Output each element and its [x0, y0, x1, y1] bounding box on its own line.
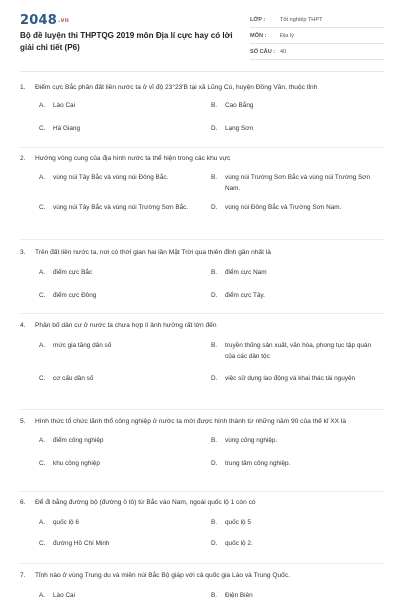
question-text: Phân bố dân cư ở nước ta chưa hợp lí ảnh hưởng rất lớn đến: [35, 322, 217, 329]
question-1: [20, 82, 384, 135]
question-5: [20, 416, 384, 470]
option-text: điểm công nghiệp: [53, 437, 104, 444]
option-d[interactable]: [211, 539, 383, 550]
option-text: Cao Bằng: [225, 102, 254, 109]
header-divider: [20, 71, 384, 72]
meta-key: LỚP :: [250, 16, 266, 23]
option-letter: A.: [39, 174, 46, 181]
question-divider: [20, 563, 384, 564]
option-letter: B.: [211, 174, 218, 181]
option-b[interactable]: [211, 101, 383, 124]
option-text: cơ cấu dân số: [53, 375, 94, 382]
option-letter: C.: [39, 375, 46, 382]
option-text: vùng công nghiệp.: [225, 437, 278, 444]
option-a[interactable]: [39, 173, 211, 203]
question-2: [20, 153, 384, 214]
question-6: [20, 497, 384, 550]
question-4: [20, 320, 384, 385]
question-number: 7.: [20, 572, 26, 579]
answer-options: [39, 436, 384, 470]
option-d[interactable]: [211, 459, 383, 470]
document-title: Bộ đề luyện thi THPTQG 2019 môn Địa lí cực hay có lời giải chi tiết (P6): [20, 31, 233, 52]
option-letter: D.: [211, 460, 218, 467]
option-text: điểm cực Bắc: [53, 269, 93, 276]
option-text: điểm cực Tây.: [225, 292, 265, 299]
option-text: vùng núi Trường Sơn Bắc và vùng núi Trường Sơn Nam.: [225, 174, 371, 192]
option-text: vùng núi Tây Bắc và vùng núi Đông Bắc.: [53, 174, 169, 181]
answer-options: [39, 101, 384, 135]
option-c[interactable]: [39, 539, 211, 550]
question-number: 5.: [20, 418, 26, 425]
meta-value[interactable]: Địa lý: [280, 32, 294, 39]
option-letter: B.: [211, 519, 218, 526]
option-text: Lạng Sơn: [225, 125, 253, 132]
meta-row-subject: [250, 28, 384, 44]
question-text: Để đi bằng đường bộ (đường ô tô) từ Bắc vào Nam, ngoài quốc lộ 1 còn có: [35, 499, 256, 506]
option-letter: D.: [211, 125, 218, 132]
answer-options: [39, 341, 384, 385]
option-a[interactable]: [39, 268, 211, 291]
option-c[interactable]: [39, 459, 211, 470]
question-number: 3.: [20, 249, 26, 256]
option-text: truyền thống sản xuất, văn hóa, phong tục tập quán của các dân tộc: [225, 342, 372, 360]
logo-name: 2048: [20, 13, 57, 28]
option-b[interactable]: [211, 518, 383, 539]
answer-options: [39, 268, 384, 302]
option-letter: B.: [211, 592, 218, 599]
option-d[interactable]: [211, 203, 383, 214]
meta-value: 40: [280, 48, 287, 55]
option-text: trung tâm công nghiệp.: [225, 460, 291, 467]
option-text: vùng núi Đông Bắc và Trường Sơn Nam.: [225, 204, 342, 211]
option-b[interactable]: [211, 591, 383, 603]
option-a[interactable]: [39, 101, 211, 124]
option-text: Lào Cai: [53, 592, 76, 599]
option-letter: D.: [211, 292, 218, 299]
option-text: quốc lộ 6: [53, 519, 79, 526]
option-letter: B.: [211, 437, 218, 444]
option-c[interactable]: [39, 374, 211, 385]
meta-row-class: [250, 12, 384, 28]
question-number: 6.: [20, 499, 26, 506]
option-c[interactable]: [39, 124, 211, 135]
question-3: [20, 247, 384, 302]
option-letter: B.: [211, 342, 218, 349]
logo-suffix: .vn: [57, 17, 70, 24]
question-text: Trên đất liền nước ta, nơi có thời gian hai lần Mặt Trời qua thiên đỉnh gần nhất là: [35, 249, 271, 256]
option-text: vùng núi Tây Bắc và vùng núi Trường Sơn Bắc.: [53, 204, 189, 211]
option-text: khu công nghiệp: [53, 460, 100, 467]
answer-options: [39, 173, 384, 214]
question-text: Tỉnh nào ở vùng Trung du và miền núi Bắc Bộ giáp với cả quốc gia Lào và Trung Quốc.: [35, 572, 290, 579]
option-letter: C.: [39, 204, 46, 211]
option-b[interactable]: [211, 436, 383, 459]
question-text: Hình thức tổ chức lãnh thổ công nghiệp ở nước ta mới được hình thành từ những năm 90 của thế kỉ XX là: [35, 418, 346, 425]
question-text: Điểm cực Bắc phần đất liền nước ta ở vĩ độ 23°23'B tại xã Lũng Cú, huyện Đồng Văn, thuộc tỉnh: [35, 84, 318, 91]
question-7: [20, 570, 384, 603]
option-letter: C.: [39, 460, 46, 467]
question-number: 2.: [20, 155, 26, 162]
option-d[interactable]: [211, 124, 383, 135]
option-text: điểm cực Đông: [53, 292, 97, 299]
option-text: đường Hồ Chí Minh: [53, 540, 110, 547]
option-d[interactable]: [211, 374, 383, 385]
option-letter: C.: [39, 125, 46, 132]
option-text: Điện Biên: [225, 592, 253, 599]
option-a[interactable]: [39, 436, 211, 459]
option-letter: C.: [39, 540, 46, 547]
question-number: 1.: [20, 84, 26, 91]
question-divider: [20, 313, 384, 314]
question-divider: [20, 239, 384, 240]
meta-row-count: [250, 44, 384, 60]
option-letter: A.: [39, 519, 46, 526]
option-letter: A.: [39, 269, 46, 276]
option-letter: D.: [211, 375, 218, 382]
option-c[interactable]: [39, 291, 211, 302]
answer-options: [39, 591, 384, 603]
option-letter: B.: [211, 269, 218, 276]
question-text: Hướng vòng cung của địa hình nước ta thể hiện trong các khu vực: [35, 155, 231, 162]
option-b[interactable]: [211, 173, 383, 203]
option-letter: C.: [39, 292, 46, 299]
option-text: việc sử dụng lao động và khai thác tài nguyên: [225, 375, 356, 382]
option-c[interactable]: [39, 203, 211, 214]
document-meta: [250, 12, 384, 60]
option-text: quốc lộ 5: [225, 519, 251, 526]
question-divider: [20, 491, 384, 492]
option-letter: A.: [39, 102, 46, 109]
meta-key: SỐ CÂU :: [250, 48, 276, 55]
meta-key: MÔN :: [250, 32, 267, 39]
option-d[interactable]: [211, 291, 383, 302]
option-letter: B.: [211, 102, 218, 109]
site-logo[interactable]: [20, 13, 69, 28]
option-a[interactable]: [39, 518, 211, 539]
option-letter: A.: [39, 342, 46, 349]
option-a[interactable]: [39, 341, 211, 374]
option-b[interactable]: [211, 268, 383, 291]
option-text: Hà Giang: [53, 125, 80, 132]
option-letter: A.: [39, 592, 46, 599]
option-text: quốc lộ 2.: [225, 540, 253, 547]
option-letter: A.: [39, 437, 46, 444]
meta-value[interactable]: Tốt nghiệp THPT: [280, 16, 323, 23]
question-divider: [20, 409, 384, 410]
question-divider: [20, 147, 384, 148]
option-text: mức gia tăng dân số: [53, 342, 112, 349]
option-text: Lào Cai: [53, 102, 76, 109]
option-letter: D.: [211, 540, 218, 547]
option-letter: D.: [211, 204, 218, 211]
option-a[interactable]: [39, 591, 211, 603]
option-text: điểm cực Nam: [225, 269, 267, 276]
answer-options: [39, 518, 384, 550]
question-number: 4.: [20, 322, 26, 329]
option-b[interactable]: [211, 341, 383, 374]
